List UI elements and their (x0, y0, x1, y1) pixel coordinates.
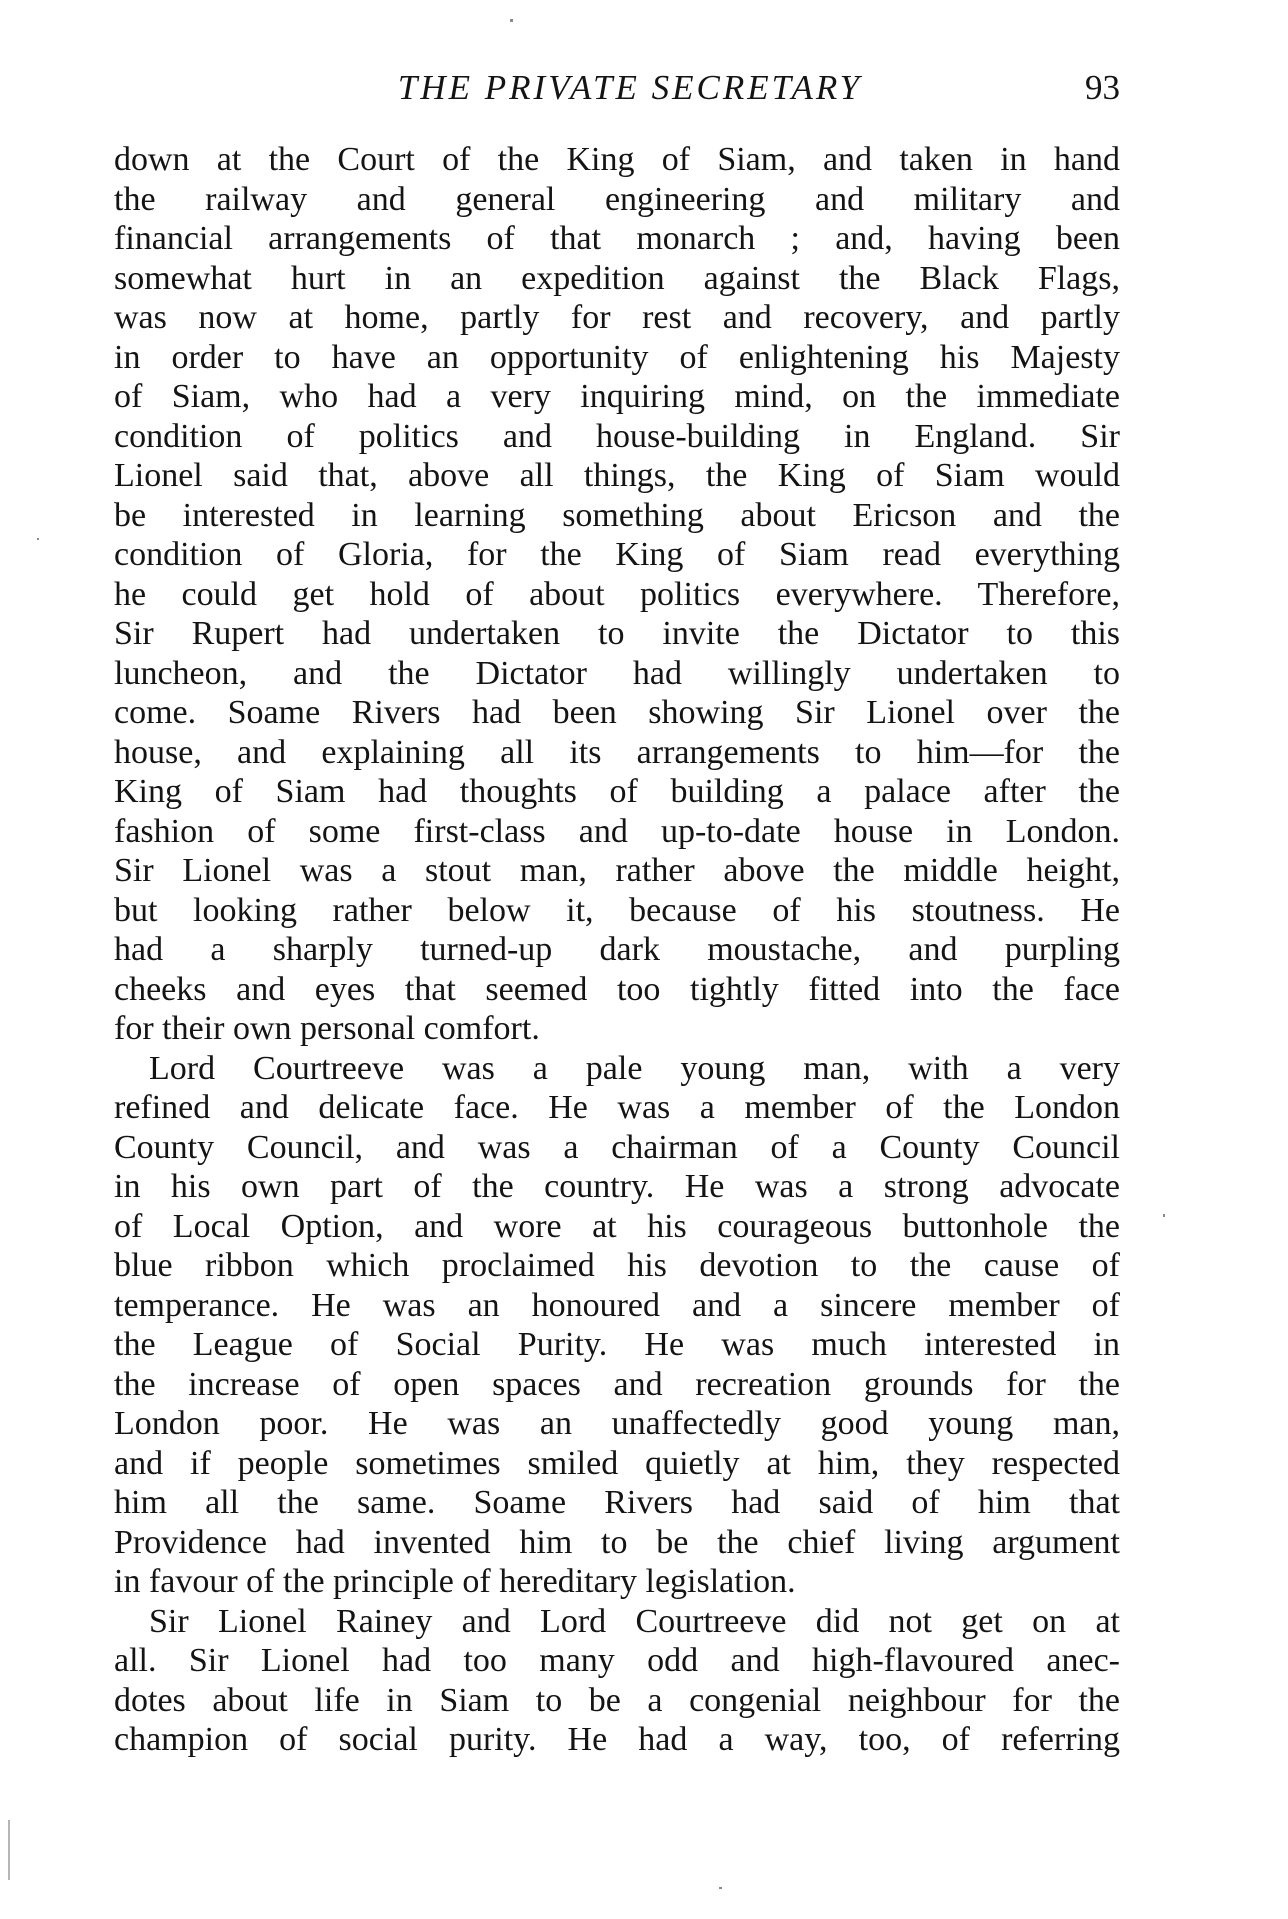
text-line: Sir Lionel was a stout man, rather above the middle height, (114, 852, 1120, 889)
text-line: temperance. He was an honoured and a sincere member of (114, 1286, 1120, 1324)
scan-speck (719, 1887, 722, 1889)
scan-speck (510, 19, 513, 22)
text-line: Lionel said that, above all things, the King of Siam would (114, 457, 1120, 494)
text-line: the railway and general engineering and military and (114, 180, 1120, 218)
scan-speck (37, 538, 39, 540)
text-line: fashion of some first-class and up-to-date house in London. (114, 812, 1120, 850)
text-line: condition of politics and house-building in England. Sir (114, 417, 1120, 455)
text-line: and if people sometimes smiled quietly at him, they respected (114, 1444, 1120, 1482)
text-line: blue ribbon which proclaimed his devotion to the cause of (114, 1247, 1120, 1284)
scan-edge-mark (8, 1820, 10, 1880)
text-line: London poor. He was an unaffectedly good young man, (114, 1405, 1120, 1442)
text-line: condition of Gloria, for the King of Siam read everything (114, 536, 1120, 573)
text-line: luncheon, and the Dictator had willingly undertaken to (114, 654, 1120, 692)
running-title: THE PRIVATE SECRETARY (397, 68, 863, 107)
text-line: County Council, and was a chairman of a County Council (114, 1128, 1120, 1166)
text-line: be interested in learning something about Ericson and the (114, 496, 1120, 534)
scan-speck (1163, 1214, 1165, 1217)
text-line: come. Soame Rivers had been showing Sir Lionel over the (114, 694, 1120, 731)
text-line: all. Sir Lionel had too many odd and high-flavoured anec- (114, 1642, 1120, 1679)
text-line: somewhat hurt in an expedition against the Black Flags, (114, 259, 1120, 297)
body-text (114, 140, 1120, 1860)
text-line: of Siam, who had a very inquiring mind, on the immediate (114, 378, 1120, 415)
paragraph-first-line: Sir Lionel Rainey and Lord Courtreeve did not get on at (149, 1602, 1120, 1640)
page-header (115, 60, 1120, 120)
text-line: King of Siam had thoughts of building a palace after the (114, 773, 1120, 810)
text-line: Providence had invented him to be the chief living argument (114, 1523, 1120, 1561)
text-line: but looking rather below it, because of his stoutness. He (114, 891, 1120, 929)
text-line: in his own part of the country. He was a strong advocate (114, 1168, 1120, 1205)
text-line: the increase of open spaces and recreation grounds for the (114, 1365, 1120, 1403)
text-line: was now at home, partly for rest and recovery, and partly (114, 299, 1120, 336)
text-line: the League of Social Purity. He was much interested in (114, 1326, 1120, 1363)
paragraph-first-line: Lord Courtreeve was a pale young man, with a very (149, 1049, 1120, 1087)
text-line: of Local Option, and wore at his courageous buttonhole the (114, 1207, 1120, 1245)
text-line: he could get hold of about politics everywhere. Therefore, (114, 575, 1120, 613)
text-line: house, and explaining all its arrangements to him—for the (114, 733, 1120, 771)
text-line: cheeks and eyes that seemed too tightly fitted into the face (114, 970, 1120, 1008)
text-line: refined and delicate face. He was a member of the London (114, 1089, 1120, 1126)
text-line: financial arrangements of that monarch ; and, having been (114, 220, 1120, 257)
text-line: Sir Rupert had undertaken to invite the Dictator to this (114, 615, 1120, 652)
text-line: in order to have an opportunity of enlightening his Majesty (114, 338, 1120, 376)
text-line: champion of social purity. He had a way, too, of referring (114, 1721, 1120, 1758)
text-line: down at the Court of the King of Siam, and taken in hand (114, 141, 1120, 178)
text-line: had a sharply turned-up dark moustache, and purpling (114, 931, 1120, 968)
text-line: in favour of the principle of hereditary legislation. (114, 1563, 796, 1600)
text-line: for their own personal comfort. (114, 1010, 540, 1047)
text-line: him all the same. Soame Rivers had said of him that (114, 1484, 1120, 1521)
text-line: dotes about life in Siam to be a congenial neighbour for the (114, 1681, 1120, 1719)
page-number: 93 (1085, 68, 1120, 107)
